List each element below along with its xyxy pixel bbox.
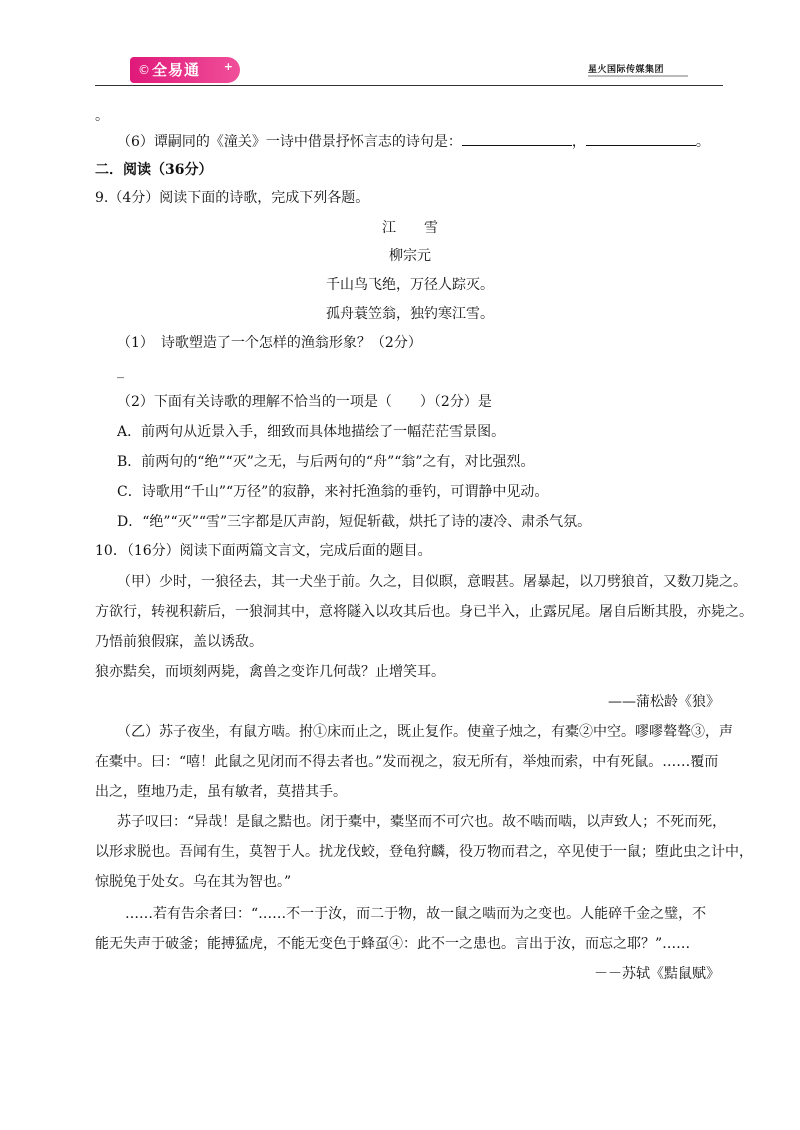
- logo-c-icon: ©: [138, 63, 151, 77]
- passage-source: ——蒲松龄《狼》: [608, 694, 720, 710]
- publisher-name: 星火国际传媒集团: [588, 65, 665, 75]
- passage-line: 以形求脱也。吾闻有生，莫智于人。扰龙伐蛟，登龟狩麟，役万物而君之，卒见使于一鼠；堕此虫之计中，: [95, 844, 753, 860]
- poem-author: 柳宗元: [389, 248, 431, 264]
- poem-title: 江 雪: [382, 220, 438, 236]
- poem-line: 千山鸟飞绝，万径人踪灭。: [326, 277, 494, 293]
- passage-line: 方欲行，转视积薪后，一狼洞其中，意将隧入以攻其后也。身已半入，止露尻尾。屠自后断其股，亦毙之。: [95, 604, 753, 620]
- poem-line: 孤舟蓑笠翁，独钓寒江雪。: [326, 306, 494, 322]
- passage-source: －－苏轼《黠鼠赋》: [594, 966, 720, 982]
- option-a: A．前两句从近景入手，细致而具体地描绘了一幅茫茫雪景图。: [117, 424, 506, 440]
- answer-blank: [586, 131, 696, 146]
- question-6-line: [117, 131, 710, 151]
- punctuation: 。: [695, 134, 710, 150]
- option-c: C．诗歌用“千山”“万径”的寂静，来衬托渔翁的垂钓，可谓静中见动。: [117, 484, 549, 500]
- answer-blank: [462, 131, 572, 146]
- publisher-subline: [588, 75, 688, 77]
- passage-line: 出之，堕地乃走，虽有敏者，莫措其手。: [95, 784, 347, 800]
- question-6-text: （6）谭嗣同的《潼关》一诗中借景抒怀言志的诗句是：: [117, 134, 462, 150]
- page-header: [0, 0, 800, 90]
- passage-line: 在橐中。曰：“嘻！此鼠之见闭而不得去者也。”发而视之，寂无所有，举烛而索，中有死鼠。……覆而: [95, 754, 719, 770]
- passage-line: 乃悟前狼假寐，盖以诱敌。: [95, 634, 263, 650]
- question-9-heading: 9.（4分）阅读下面的诗歌，完成下列各题。: [95, 190, 370, 206]
- header-rule: [95, 85, 723, 86]
- subquestion-2: （2）下面有关诗歌的理解不恰当的一项是（ ）（2分）是: [117, 394, 492, 410]
- passage-line: 能无失声于破釜；能搏猛虎，不能无变色于蜂虿④：此不一之患也。言出于汝，而忘之耶？”……: [95, 936, 691, 952]
- option-b: B．前两句的“绝”“灭”之无，与后两句的“舟”“翁”之有，对比强烈。: [117, 454, 535, 470]
- subquestion-1: （1） 诗歌塑造了一个怎样的渔翁形象？（2分）: [117, 335, 422, 351]
- passage-line: ……若有告余者曰：“……不一于汝，而二于物，故一鼠之啮而为之变也。人能碎千金之璧，不: [125, 906, 707, 922]
- punctuation: ，: [571, 134, 586, 150]
- passage-line: 苏子叹曰：“异哉！是鼠之黠也。闭于橐中，橐坚而不可穴也。故不啮而啮，以声致人；不死而死，: [117, 814, 727, 830]
- passage-line: （甲）少时，一狼径去，其一犬坐于前。久之，目似瞑，意暇甚。屠暴起，以刀劈狼首，又数刀毙之。: [117, 574, 747, 590]
- brand-logo: [130, 57, 240, 83]
- logo-text: 全易通: [152, 61, 201, 79]
- passage-line: 惊脱兔于处女。乌在其为智也。”: [95, 874, 292, 890]
- logo-plus-icon: +: [223, 60, 234, 73]
- passage-line: （乙）苏子夜坐，有鼠方啮。拊①床而止之，既止复作。使童子烛之，有橐②中空。嘐嘐聱聱③，声: [117, 724, 733, 740]
- passage-line: 狼亦黠矣，而顷刻两毙，禽兽之变诈几何哉？止增笑耳。: [95, 664, 445, 680]
- text-line: 。: [95, 108, 109, 124]
- answer-mark: _: [117, 363, 124, 379]
- section-heading: 二．阅读（36分）: [95, 162, 213, 178]
- option-d: D．“绝”“灭”“雪”三字都是仄声韵，短促斩截，烘托了诗的凄冷、肃杀气氛。: [117, 514, 592, 530]
- question-10-heading: 10．（16分）阅读下面两篇文言文，完成后面的题目。: [95, 543, 432, 559]
